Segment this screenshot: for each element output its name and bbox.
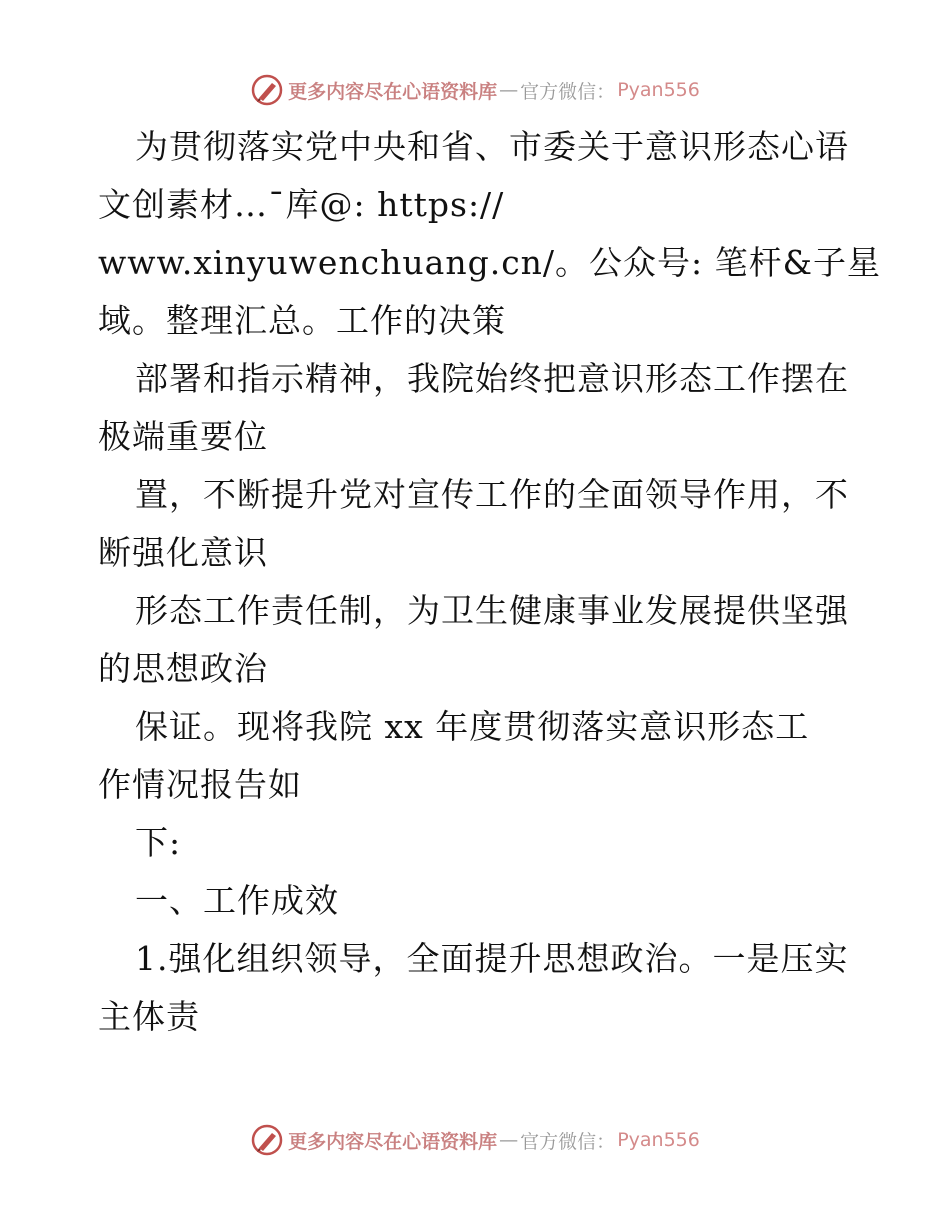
document-body — [98, 118, 882, 1046]
text-line: 形态工作责任制，为卫生健康事业发展提供坚强 — [135, 591, 849, 630]
text-line: 的思想政治 — [98, 649, 268, 688]
text-line: 下: — [135, 823, 182, 862]
text-line: www.xinyuwenchuang.cn/。公众号: 笔杆&子星 — [98, 243, 882, 282]
header-banner — [0, 70, 950, 110]
footer-banner — [0, 1120, 950, 1160]
banner-separator: — — [499, 1129, 519, 1151]
banner-wechat-label: 官方微信： — [520, 80, 616, 103]
text-line: 保证。现将我院 xx 年度贯彻落实意识形态工 — [135, 707, 810, 746]
text-line: 文创素材…¯库@: https:// — [98, 185, 505, 224]
pen-logo-icon — [250, 73, 284, 107]
banner-wechat-label: 官方微信： — [520, 1130, 616, 1153]
section-heading: 一、工作成效 — [135, 881, 339, 920]
banner-separator: — — [499, 79, 519, 101]
text-line: 部署和指示精神，我院始终把意识形态工作摆在 — [135, 359, 849, 398]
text-line: 极端重要位 — [98, 417, 268, 456]
banner-title: 更多内容尽在心语资料库 — [288, 1130, 498, 1153]
text-line: 域。整理汇总。工作的决策 — [98, 301, 506, 340]
text-line: 主体责 — [98, 997, 200, 1036]
text-line: 置，不断提升党对宣传工作的全面领导作用，不 — [135, 475, 849, 514]
banner-title: 更多内容尽在心语资料库 — [288, 80, 498, 103]
text-line: 为贯彻落实党中央和省、市委关于意识形态心语 — [135, 127, 849, 166]
banner-wechat-id: Pyan556 — [617, 79, 700, 101]
pen-logo-icon — [250, 1123, 284, 1157]
text-line: 1.强化组织领导，全面提升思想政治。一是压实 — [135, 939, 849, 978]
text-line: 作情况报告如 — [98, 765, 302, 804]
banner-wechat-id: Pyan556 — [617, 1129, 700, 1151]
text-line: 断强化意识 — [98, 533, 268, 572]
